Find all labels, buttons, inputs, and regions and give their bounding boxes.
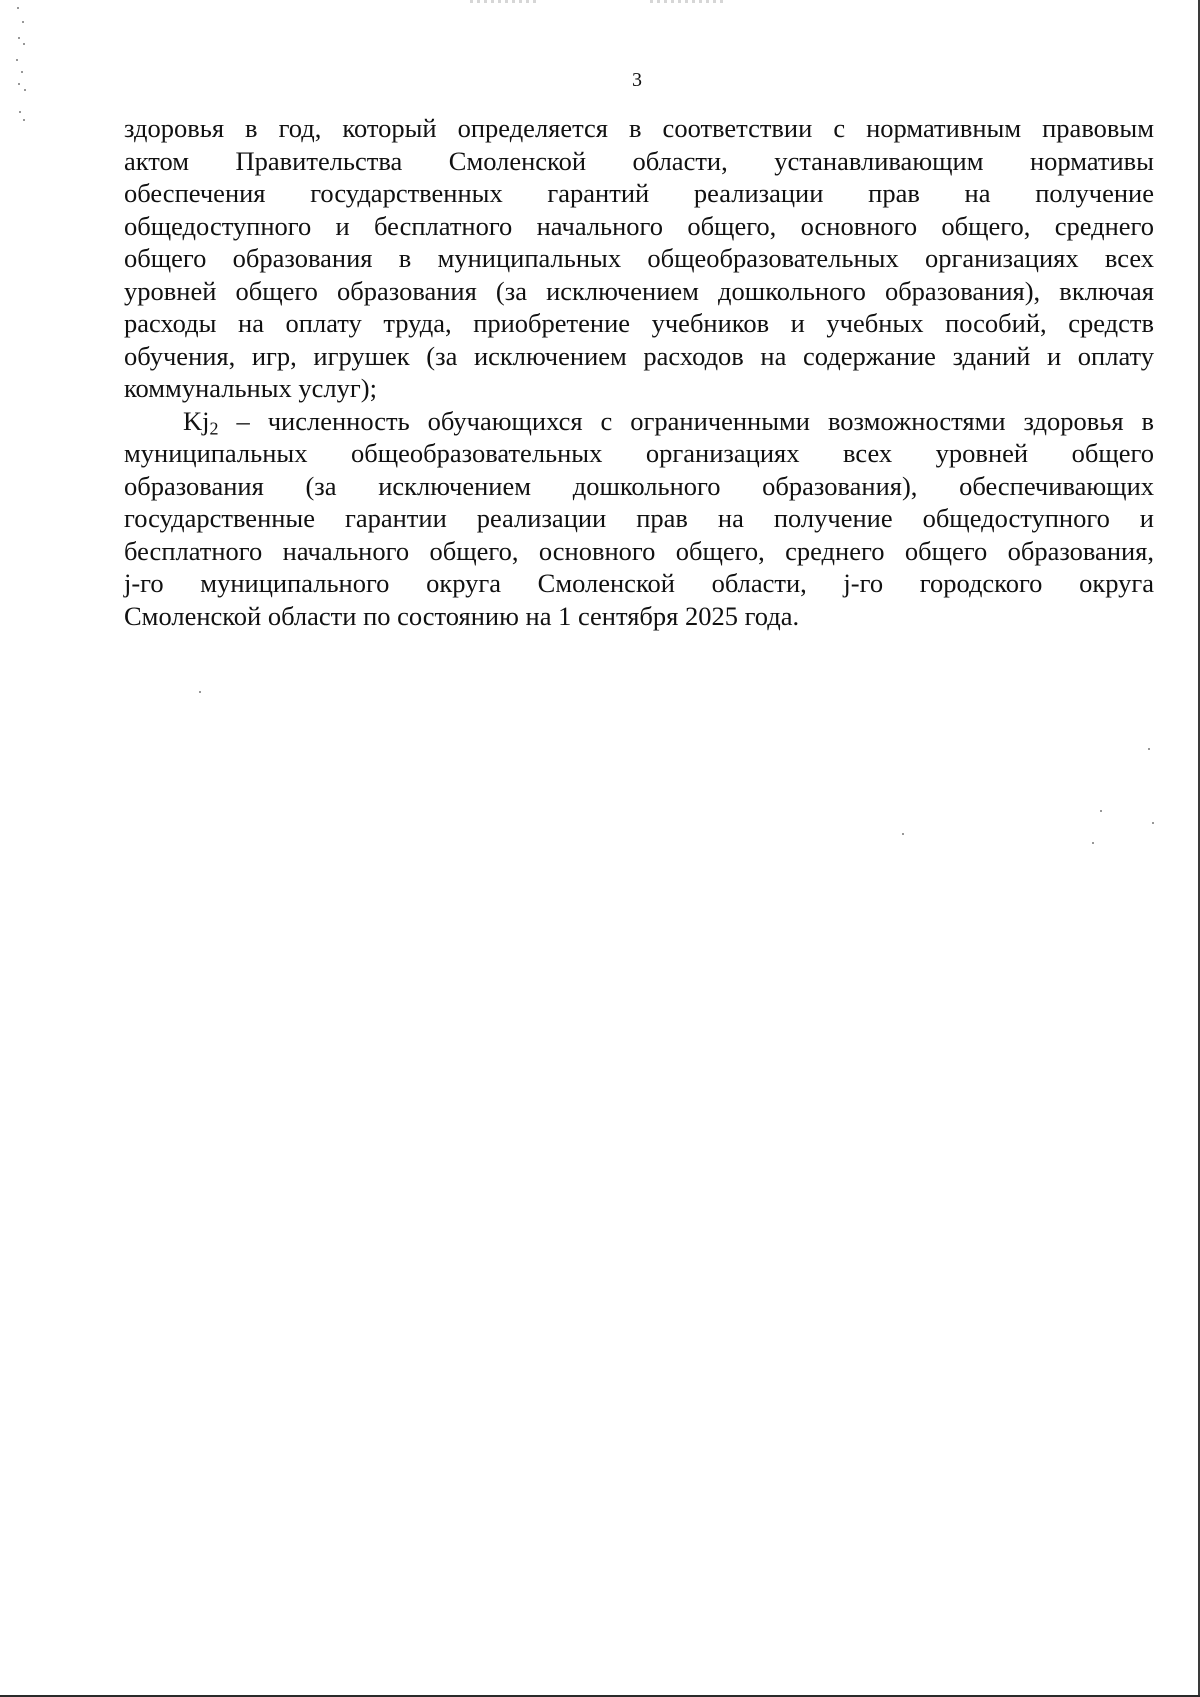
text-line: образования (за исключением дошкольного образования), обеспечивающих [124,470,1154,501]
formula-symbol: Kj [183,405,210,436]
scan-artifact-left-edge [14,0,30,130]
text-fragment: – численность обучающихся с ограниченными возможностями здоровья в [218,405,1154,436]
paragraph-definition-continued [124,112,1154,405]
text-line: общедоступного и бесплатного начального общего, основного общего, среднего [124,210,1154,241]
text-line: бесплатного начального общего, основного общего, среднего общего образования, [124,535,1154,566]
text-line: расходы на оплату труда, приобретение учебников и учебных пособий, средств [124,308,1154,338]
formula-subscript: 2 [209,418,219,438]
scan-speck [1100,810,1102,812]
text-line: обеспечения государственных гарантий реализации прав на получение [124,178,1154,208]
text-line-first [124,405,1154,438]
scan-speck [902,833,904,835]
text-line: уровней общего образования (за исключением дошкольного образования), включая [124,275,1154,306]
scan-speck [1148,748,1150,750]
text-line: муниципальных общеобразовательных организациях всех уровней общего [124,438,1154,468]
text-line: Смоленской области по состоянию на 1 сентября 2025 года. [124,600,800,631]
text-line: коммунальных услуг); [124,373,377,403]
text-line: j-го муниципального округа Смоленской области, j-го городского округа [124,568,1154,598]
text-line: обучения, игр, игрушек (за исключением расходов на содержание зданий и оплату [124,340,1154,371]
text-line: государственные гарантии реализации прав на получение общедоступного и [124,503,1154,533]
scan-artifact-top-left [470,0,540,3]
scan-speck [1152,822,1154,824]
scan-speck [1092,842,1094,844]
scan-artifact-top-right [650,0,725,3]
text-line: здоровья в год, который определяется в соответствии с нормативным правовым [124,113,1154,143]
text-line: общего образования в муниципальных общеобразовательных организациях всех [124,243,1154,273]
document-body [124,112,1154,632]
scan-speck [199,691,201,693]
paragraph-kj2-definition [124,405,1154,633]
page-number: 3 [632,69,642,91]
text-line: актом Правительства Смоленской области, устанавливающим нормативы [124,145,1154,176]
